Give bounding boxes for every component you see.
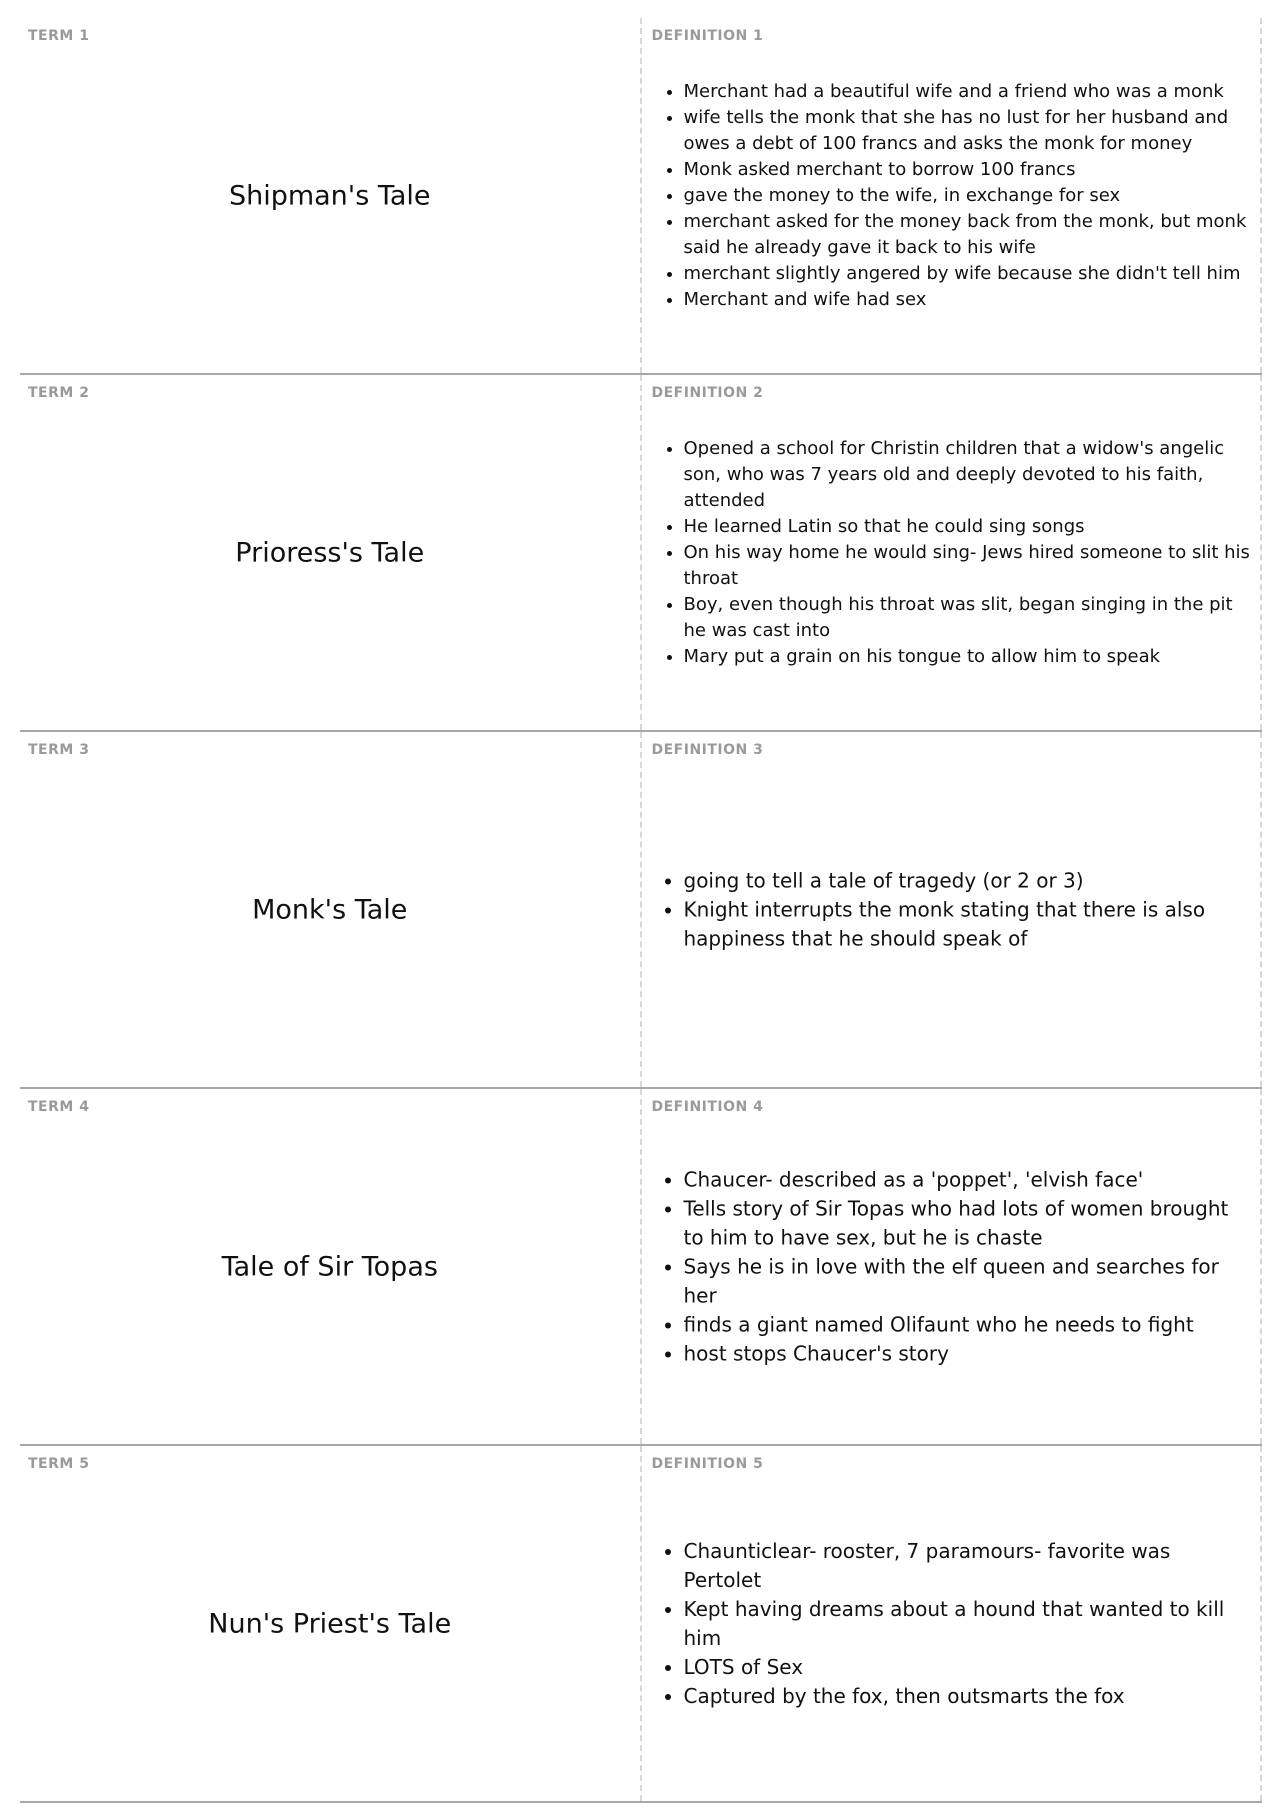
definition-bullet: • Chaunticlear- rooster, 7 paramours- favorite was Pertolet <box>684 1537 1253 1595</box>
definition-cell <box>642 732 1263 1087</box>
definition-bullet: • Tells story of Sir Topas who had lots of women brought to him to have sex, but he is chaste <box>684 1194 1253 1252</box>
definition-bullet: • Boy, even though his throat was slit, began singing in the pit he was cast into <box>684 592 1253 644</box>
term-label: TERM 1 <box>28 28 90 44</box>
definition-body <box>642 1537 1261 1711</box>
flashcard-row <box>20 18 1262 375</box>
definition-bullet: • host stops Chaucer's story <box>684 1339 1253 1368</box>
definition-label: DEFINITION 4 <box>651 1099 764 1115</box>
definition-body <box>642 866 1261 953</box>
term-cell <box>20 18 642 373</box>
definition-bullet: • merchant slightly angered by wife because she didn't tell him <box>684 261 1253 287</box>
definition-cell <box>642 375 1263 730</box>
term-cell <box>20 1446 642 1801</box>
definition-bullet: • Kept having dreams about a hound that wanted to kill him <box>684 1595 1253 1653</box>
definition-label: DEFINITION 2 <box>651 385 764 401</box>
definition-bullet: • On his way home he would sing- Jews hired someone to slit his throat <box>684 540 1253 592</box>
flashcard-row <box>20 1089 1262 1446</box>
definition-bullet: • Opened a school for Christin children that a widow's angelic son, who was 7 years old and deeply devoted to his faith, attended <box>684 436 1253 514</box>
definition-body <box>642 436 1261 670</box>
definition-bullet: • Merchant had a beautiful wife and a friend who was a monk <box>684 79 1253 105</box>
definition-label: DEFINITION 3 <box>651 742 764 758</box>
definition-bullet: • Captured by the fox, then outsmarts the fox <box>684 1682 1253 1711</box>
term-text: Prioress's Tale <box>235 537 425 568</box>
definition-cell <box>642 1089 1263 1444</box>
definition-list <box>652 866 1253 953</box>
term-text: Tale of Sir Topas <box>221 1251 438 1282</box>
term-text: Monk's Tale <box>252 894 408 925</box>
definition-label: DEFINITION 5 <box>651 1456 764 1472</box>
term-cell <box>20 375 642 730</box>
definition-bullet: • Merchant and wife had sex <box>684 287 1253 313</box>
definition-list <box>652 79 1253 313</box>
definition-body <box>642 1165 1261 1368</box>
definition-bullet: • He learned Latin so that he could sing songs <box>684 514 1253 540</box>
flashcard-row <box>20 1446 1262 1803</box>
term-cell <box>20 1089 642 1444</box>
definition-label: DEFINITION 1 <box>651 28 764 44</box>
term-label: TERM 4 <box>28 1099 90 1115</box>
term-label: TERM 5 <box>28 1456 90 1472</box>
definition-bullet: • Says he is in love with the elf queen and searches for her <box>684 1252 1253 1310</box>
definition-list <box>652 1165 1253 1368</box>
term-label: TERM 3 <box>28 742 90 758</box>
definition-list <box>652 436 1253 670</box>
term-label: TERM 2 <box>28 385 90 401</box>
definition-bullet: • Mary put a grain on his tongue to allow him to speak <box>684 644 1253 670</box>
definition-bullet: • gave the money to the wife, in exchange for sex <box>684 183 1253 209</box>
definition-bullet: • merchant asked for the money back from the monk, but monk said he already gave it back to his wife <box>684 209 1253 261</box>
flashcard-row <box>20 375 1262 732</box>
definition-cell <box>642 18 1263 373</box>
term-text: Nun's Priest's Tale <box>208 1608 452 1639</box>
definition-bullet: • Monk asked merchant to borrow 100 francs <box>684 157 1253 183</box>
term-text: Shipman's Tale <box>228 180 431 211</box>
definition-bullet: • LOTS of Sex <box>684 1653 1253 1682</box>
definition-list <box>652 1537 1253 1711</box>
definition-body <box>642 79 1261 313</box>
term-cell <box>20 732 642 1087</box>
flashcard-list <box>20 18 1262 1803</box>
definition-bullet: • finds a giant named Olifaunt who he needs to fight <box>684 1310 1253 1339</box>
definition-bullet: • wife tells the monk that she has no lust for her husband and owes a debt of 100 francs and asks the monk for money <box>684 105 1253 157</box>
definition-bullet: • Chaucer- described as a 'poppet', 'elvish face' <box>684 1165 1253 1194</box>
definition-bullet: • Knight interrupts the monk stating that there is also happiness that he should speak of <box>684 895 1253 953</box>
definition-bullet: • going to tell a tale of tragedy (or 2 or 3) <box>684 866 1253 895</box>
flashcard-row <box>20 732 1262 1089</box>
definition-cell <box>642 1446 1263 1801</box>
